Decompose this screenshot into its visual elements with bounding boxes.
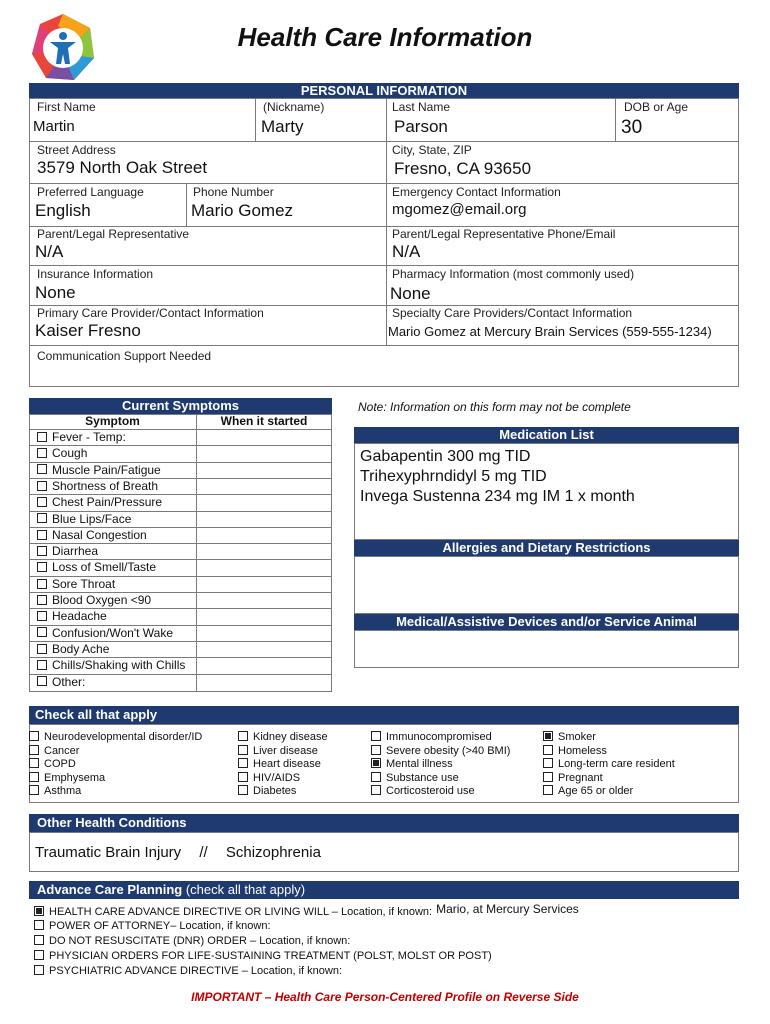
condition-label: Asthma [44, 785, 82, 798]
medication-header: Medication List [354, 427, 739, 443]
condition-checkbox-item[interactable] [371, 785, 475, 798]
condition-label: Pregnant [558, 771, 603, 784]
condition-checkbox-item[interactable] [543, 758, 675, 771]
checkbox-icon[interactable] [371, 731, 381, 741]
condition-1: Traumatic Brain Injury [35, 844, 182, 861]
condition-label: Heart disease [253, 758, 321, 771]
pcp-value[interactable]: Kaiser Fresno [35, 321, 141, 340]
condition-label: Neurodevelopmental disorder/ID [44, 731, 203, 743]
symptom-row[interactable] [29, 462, 332, 478]
checkbox-icon[interactable] [37, 481, 47, 491]
symptom-row[interactable] [29, 576, 332, 592]
condition-checkbox-item[interactable] [29, 785, 81, 798]
other-conditions-value [35, 844, 321, 861]
condition-checkbox-item[interactable] [371, 772, 459, 785]
devices-box[interactable] [354, 630, 739, 668]
pcp-label: Primary Care Provider/Contact Information [37, 306, 264, 320]
condition-checkbox-item[interactable] [543, 785, 633, 798]
pharmacy-value[interactable]: None [390, 284, 431, 303]
condition-checkbox-item[interactable] [543, 731, 596, 744]
check-all-title: Check all that apply [35, 707, 158, 722]
started-col-header: When it started [220, 414, 308, 428]
condition-label: Substance use [386, 771, 459, 784]
advance-label: HEALTH CARE ADVANCE DIRECTIVE OR LIVING WILL – Location, if known: [49, 906, 433, 918]
advance-item[interactable] [34, 920, 271, 933]
checked-box-icon[interactable] [371, 758, 381, 768]
condition-label: Mental illness [386, 758, 453, 771]
symptom-label: Sore Throat [52, 576, 116, 591]
symptom-row[interactable] [29, 511, 332, 527]
symptom-label: Shortness of Breath [52, 478, 159, 493]
last-name-value[interactable]: Parson [394, 117, 448, 136]
condition-checkbox-item[interactable] [371, 731, 492, 744]
checkbox-icon[interactable] [37, 595, 47, 605]
advance-label: DO NOT RESUSCITATE (DNR) ORDER – Location, if known: [49, 935, 351, 947]
checkbox-icon[interactable] [238, 745, 248, 755]
condition-checkbox-item[interactable] [543, 745, 607, 758]
symptom-row[interactable] [29, 625, 332, 641]
first-name-label: First Name [37, 100, 96, 114]
symptom-label: Blue Lips/Face [52, 511, 132, 526]
symptom-label: Fever - Temp: [52, 430, 126, 444]
insurance-label: Insurance Information [37, 267, 154, 281]
advance-label: POWER OF ATTORNEY– Location, if known: [49, 920, 271, 932]
checkbox-icon[interactable] [29, 758, 39, 768]
checkbox-icon[interactable] [543, 745, 553, 755]
checkbox-icon[interactable] [29, 745, 39, 755]
symptom-row[interactable] [29, 543, 332, 559]
advance-location-value[interactable]: Mario, at Mercury Services [436, 902, 579, 916]
page-title: Health Care Information [237, 22, 533, 52]
checkbox-icon[interactable] [37, 513, 47, 523]
checkbox-icon[interactable] [37, 579, 47, 589]
symptom-row[interactable] [29, 494, 332, 510]
symptom-row[interactable] [29, 429, 332, 445]
checkbox-icon[interactable] [37, 432, 47, 442]
condition-label: Liver disease [253, 744, 318, 757]
medication-list [360, 447, 635, 507]
checkbox-icon[interactable] [37, 562, 47, 572]
condition-checkbox-item[interactable] [238, 758, 321, 771]
condition-checkbox-item[interactable] [29, 731, 202, 744]
condition-checkbox-item[interactable] [371, 745, 510, 758]
checkbox-icon[interactable] [238, 731, 248, 741]
condition-label: Kidney disease [253, 731, 328, 743]
symptom-label: Cough [52, 446, 88, 461]
checkbox-icon[interactable] [37, 448, 47, 458]
pharmacy-label: Pharmacy Information (most commonly used) [392, 267, 635, 281]
checkbox-icon[interactable] [238, 772, 248, 782]
condition-checkbox-item[interactable] [238, 772, 300, 785]
language-label: Preferred Language [37, 185, 144, 199]
symptom-label: Loss of Smell/Taste [52, 560, 157, 575]
advance-item[interactable] [34, 950, 492, 963]
street-value[interactable]: 3579 North Oak Street [37, 158, 208, 177]
symptom-row[interactable] [29, 608, 332, 624]
city-value[interactable]: Fresno, CA 93650 [394, 159, 532, 178]
phone-value[interactable]: Mario Gomez [191, 201, 294, 220]
checked-box-icon[interactable] [543, 731, 553, 741]
checkbox-icon[interactable] [37, 530, 47, 540]
emergency-label: Emergency Contact Information [392, 185, 561, 199]
personal-info-header: PERSONAL INFORMATION [29, 83, 739, 98]
specialty-label: Specialty Care Providers/Contact Information [392, 306, 633, 320]
advance-item[interactable] [34, 965, 342, 978]
symptom-label: Diarrhea [52, 544, 99, 559]
rep-phone-label: Parent/Legal Representative Phone/Email [392, 227, 616, 241]
checkbox-icon[interactable] [371, 772, 381, 782]
advance-item[interactable] [34, 935, 350, 948]
symptom-row[interactable] [29, 559, 332, 575]
condition-label: Cancer [44, 744, 80, 757]
rep-value[interactable]: N/A [35, 242, 64, 261]
condition-checkbox-item[interactable] [29, 772, 105, 785]
checkbox-icon[interactable] [34, 965, 44, 975]
checkbox-icon[interactable] [29, 772, 39, 782]
checkbox-icon[interactable] [238, 758, 248, 768]
checkbox-icon[interactable] [29, 785, 39, 795]
street-label: Street Address [37, 143, 116, 157]
condition-2: Schizophrenia [225, 844, 321, 861]
symptom-label: Body Ache [52, 641, 110, 656]
checkbox-icon[interactable] [543, 785, 553, 795]
symptom-label: Muscle Pain/Fatigue [52, 462, 161, 477]
symptom-row[interactable] [29, 445, 332, 461]
symptom-label: Chest Pain/Pressure [52, 495, 163, 510]
symptom-label: Blood Oxygen <90 [52, 593, 152, 607]
condition-label: Corticosteroid use [386, 785, 475, 798]
checkbox-icon[interactable] [37, 644, 47, 654]
symptom-label: Confusion/Won't Wake [52, 625, 174, 640]
checkbox-icon[interactable] [371, 785, 381, 795]
checked-box-icon[interactable] [34, 906, 44, 916]
condition-separator: // [199, 844, 208, 861]
specialty-value[interactable]: Mario Gomez at Mercury Brain Services (559-555-1234) [388, 324, 712, 339]
allergies-box[interactable] [354, 556, 739, 614]
checkbox-icon[interactable] [37, 497, 47, 507]
advance-item[interactable] [34, 902, 579, 919]
condition-checkbox-item[interactable] [29, 758, 76, 771]
last-name-label: Last Name [392, 100, 451, 114]
medication-item: Trihexyphrndidyl 5 mg TID [360, 468, 547, 485]
phone-label: Phone Number [193, 185, 274, 199]
condition-checkbox-item[interactable] [543, 772, 603, 785]
condition-label: COPD [44, 758, 76, 771]
condition-checkbox-item[interactable] [238, 785, 296, 798]
condition-label: Smoker [558, 731, 596, 743]
condition-label: Homeless [558, 744, 607, 757]
rep-label: Parent/Legal Representative [37, 227, 190, 241]
checkbox-icon[interactable] [238, 785, 248, 795]
advance-title: Advance Care Planning [37, 882, 183, 897]
rep-phone-value[interactable]: N/A [392, 242, 421, 261]
symptoms-header: Current Symptoms [29, 398, 332, 414]
symptom-label: Nasal Congestion [52, 527, 147, 542]
dob-value[interactable]: 30 [621, 117, 643, 138]
condition-checkbox-item[interactable] [371, 758, 453, 771]
condition-checkbox-item[interactable] [29, 745, 79, 758]
city-label: City, State, ZIP [392, 143, 472, 157]
symptom-row[interactable] [29, 478, 332, 494]
allergies-header: Allergies and Dietary Restrictions [354, 540, 739, 556]
footer-important: IMPORTANT – Health Care Person-Centered Profile on Reverse Side [191, 990, 579, 1004]
note-text: Note: Information on this form may not be complete [358, 400, 631, 414]
checkbox-icon[interactable] [34, 920, 44, 930]
symptom-label: Headache [52, 609, 107, 624]
nickname-value[interactable]: Marty [261, 117, 304, 136]
condition-label: Age 65 or older [558, 785, 634, 798]
checkbox-icon[interactable] [37, 676, 47, 686]
symptom-row[interactable] [29, 657, 332, 673]
condition-label: Severe obesity (>40 BMI) [386, 744, 511, 757]
condition-label: Diabetes [253, 785, 297, 798]
first-name-value[interactable]: Martin [33, 118, 75, 135]
symptom-row[interactable] [29, 641, 332, 657]
checkbox-icon[interactable] [543, 758, 553, 768]
comm-label: Communication Support Needed [37, 349, 212, 363]
nickname-label: (Nickname) [263, 100, 325, 114]
condition-checkbox-item[interactable] [238, 745, 318, 758]
advance-label: PSYCHIATRIC ADVANCE DIRECTIVE – Location, if known: [49, 965, 343, 977]
symptom-col-header: Symptom [85, 414, 140, 428]
checkbox-icon[interactable] [37, 611, 47, 621]
medication-item: Invega Sustenna 234 mg IM 1 x month [360, 488, 635, 505]
condition-label: Immunocompromised [386, 731, 492, 743]
other-conditions-header [29, 814, 739, 832]
advance-suffix: (check all that apply) [185, 882, 306, 897]
condition-checkbox-item[interactable] [238, 731, 328, 744]
symptom-label: Chills/Shaking with Chills [52, 658, 186, 673]
insurance-value[interactable]: None [35, 283, 76, 302]
symptom-row[interactable] [29, 527, 332, 543]
language-value[interactable]: English [35, 201, 91, 220]
other-conditions-title: Other Health Conditions [37, 815, 187, 830]
checkbox-icon[interactable] [37, 627, 47, 637]
condition-label: Long-term care resident [558, 758, 675, 771]
checkbox-icon[interactable] [34, 950, 44, 960]
checkbox-icon[interactable] [371, 745, 381, 755]
advance-header [29, 881, 739, 899]
symptom-label: Other: [52, 674, 86, 689]
check-all-header [29, 706, 739, 724]
condition-label: HIV/AIDS [253, 771, 301, 784]
dob-label: DOB or Age [624, 100, 689, 114]
emergency-value[interactable]: mgomez@email.org [392, 201, 527, 218]
checkbox-icon[interactable] [37, 546, 47, 556]
checkbox-icon[interactable] [543, 772, 553, 782]
advance-label: PHYSICIAN ORDERS FOR LIFE-SUSTAINING TREATMENT (POLST, MOLST OR POST) [49, 950, 492, 962]
checkbox-icon[interactable] [29, 731, 39, 741]
symptom-row[interactable] [29, 674, 332, 695]
checkbox-icon[interactable] [37, 464, 47, 474]
symptom-row[interactable] [29, 592, 332, 608]
checkbox-icon[interactable] [34, 935, 44, 945]
medication-item: Gabapentin 300 mg TID [360, 448, 531, 465]
devices-header: Medical/Assistive Devices and/or Service Animal [354, 614, 739, 630]
condition-label: Emphysema [44, 771, 106, 784]
checkbox-icon[interactable] [37, 660, 47, 670]
